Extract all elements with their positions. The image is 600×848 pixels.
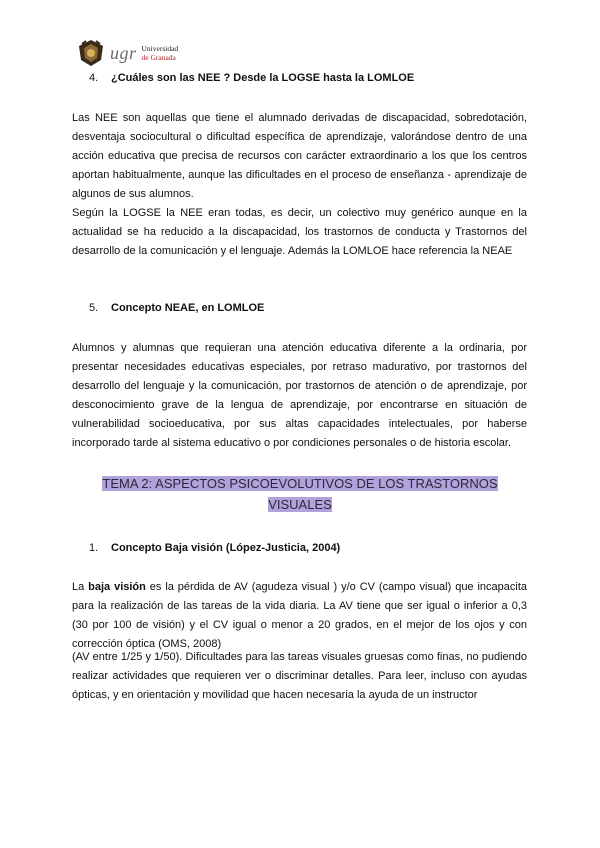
university-name-line1: Universidad bbox=[141, 44, 179, 53]
baja-vision-term: baja visión bbox=[88, 581, 146, 593]
section-5-paragraph: Alumnos y alumnas que requieran una atención educativa diferente a la ordinaria, por presentar necesidades educativas especiales, por retraso madurativo, por trastornos del desarrollo del lenguaje y la comunicación, por trastornos de atención o de aprendizaje, por desconocimiento grave de la lengua de aprendizaje, por encontrarse en situación de vulnerabilidad socioeducativa, por sus altas capacidades intelectuales, por haberse incorporado tarde al sistema educativo o por condiciones personales o de historia escolar. bbox=[72, 342, 527, 449]
university-name bbox=[142, 44, 179, 62]
section-4-paragraph-1: Las NEE son aquellas que tiene el alumnado derivadas de discapacidad, sobredotación, desventaja sociocultural o dificultad específica de aprendizaje, valorándose dentro de una acción educativa que precisa de recursos con carácter extraordinario a los que los centros aportan habitualmente, aunque las dificultades en el proceso de enseñanza - aprendizaje de algunos de sus alumnos. bbox=[72, 112, 527, 200]
tema-title-line1: TEMA 2: ASPECTOS PSICOEVOLUTIVOS DE LOS TRASTORNOS bbox=[102, 476, 498, 491]
section-4-paragraph-2: Según la LOGSE la NEE eran todas, es decir, un colectivo muy genérico aunque en la actualidad se ha reducido a la discapacidad, los trastornos de conducta y Trastornos del desarrollo de la comunicación y el lenguaje. Además la LOMLOE hace referencia la NEAE bbox=[72, 207, 527, 257]
section-4-number: 4. bbox=[89, 72, 99, 84]
section-1-number: 1. bbox=[89, 542, 99, 554]
section-1-heading bbox=[89, 542, 340, 554]
section-1-paragraph-2: (AV entre 1/25 y 1/50). Dificultades para las tareas visuales gruesas como finas, no pudiendo realizar actividades que requieren ver o discriminar detalles. Para leer, incluso con ayudas ópticas, y en orientación y movilidad que hacen necesaria la ayuda de un instructor bbox=[72, 651, 527, 701]
section-4-title: ¿Cuáles son las NEE ? Desde la LOGSE hasta la LOMLOE bbox=[111, 72, 415, 84]
section-5-heading bbox=[89, 302, 264, 314]
university-name-line2: de Granada bbox=[141, 53, 176, 62]
section-4-heading bbox=[89, 72, 414, 84]
ugr-wordmark: ugr bbox=[110, 42, 137, 63]
section-5-title: Concepto NEAE, en LOMLOE bbox=[111, 302, 265, 314]
section-1-p1-rest: es la pérdida de AV (agudeza visual ) y/o CV (campo visual) que incapacita para la realización de las tareas de la vida diaria. La AV tiene que ser igual o inferior a 0,3 (30 por 100 de visión) y el CV igual o menor a 20 grados, en el mejor de los ojos y con corrección óptica (OMS, 2008) bbox=[72, 581, 527, 650]
university-crest-icon bbox=[76, 38, 106, 68]
tema-title-line2: VISUALES bbox=[268, 497, 332, 512]
university-logo bbox=[76, 38, 178, 68]
section-1-p1-prefix: La bbox=[72, 581, 89, 593]
section-5-number: 5. bbox=[89, 302, 99, 314]
section-1-title: Concepto Baja visión (López-Justicia, 2004) bbox=[111, 542, 341, 554]
section-1-paragraph-1 bbox=[72, 578, 527, 654]
tema-title bbox=[70, 473, 530, 515]
